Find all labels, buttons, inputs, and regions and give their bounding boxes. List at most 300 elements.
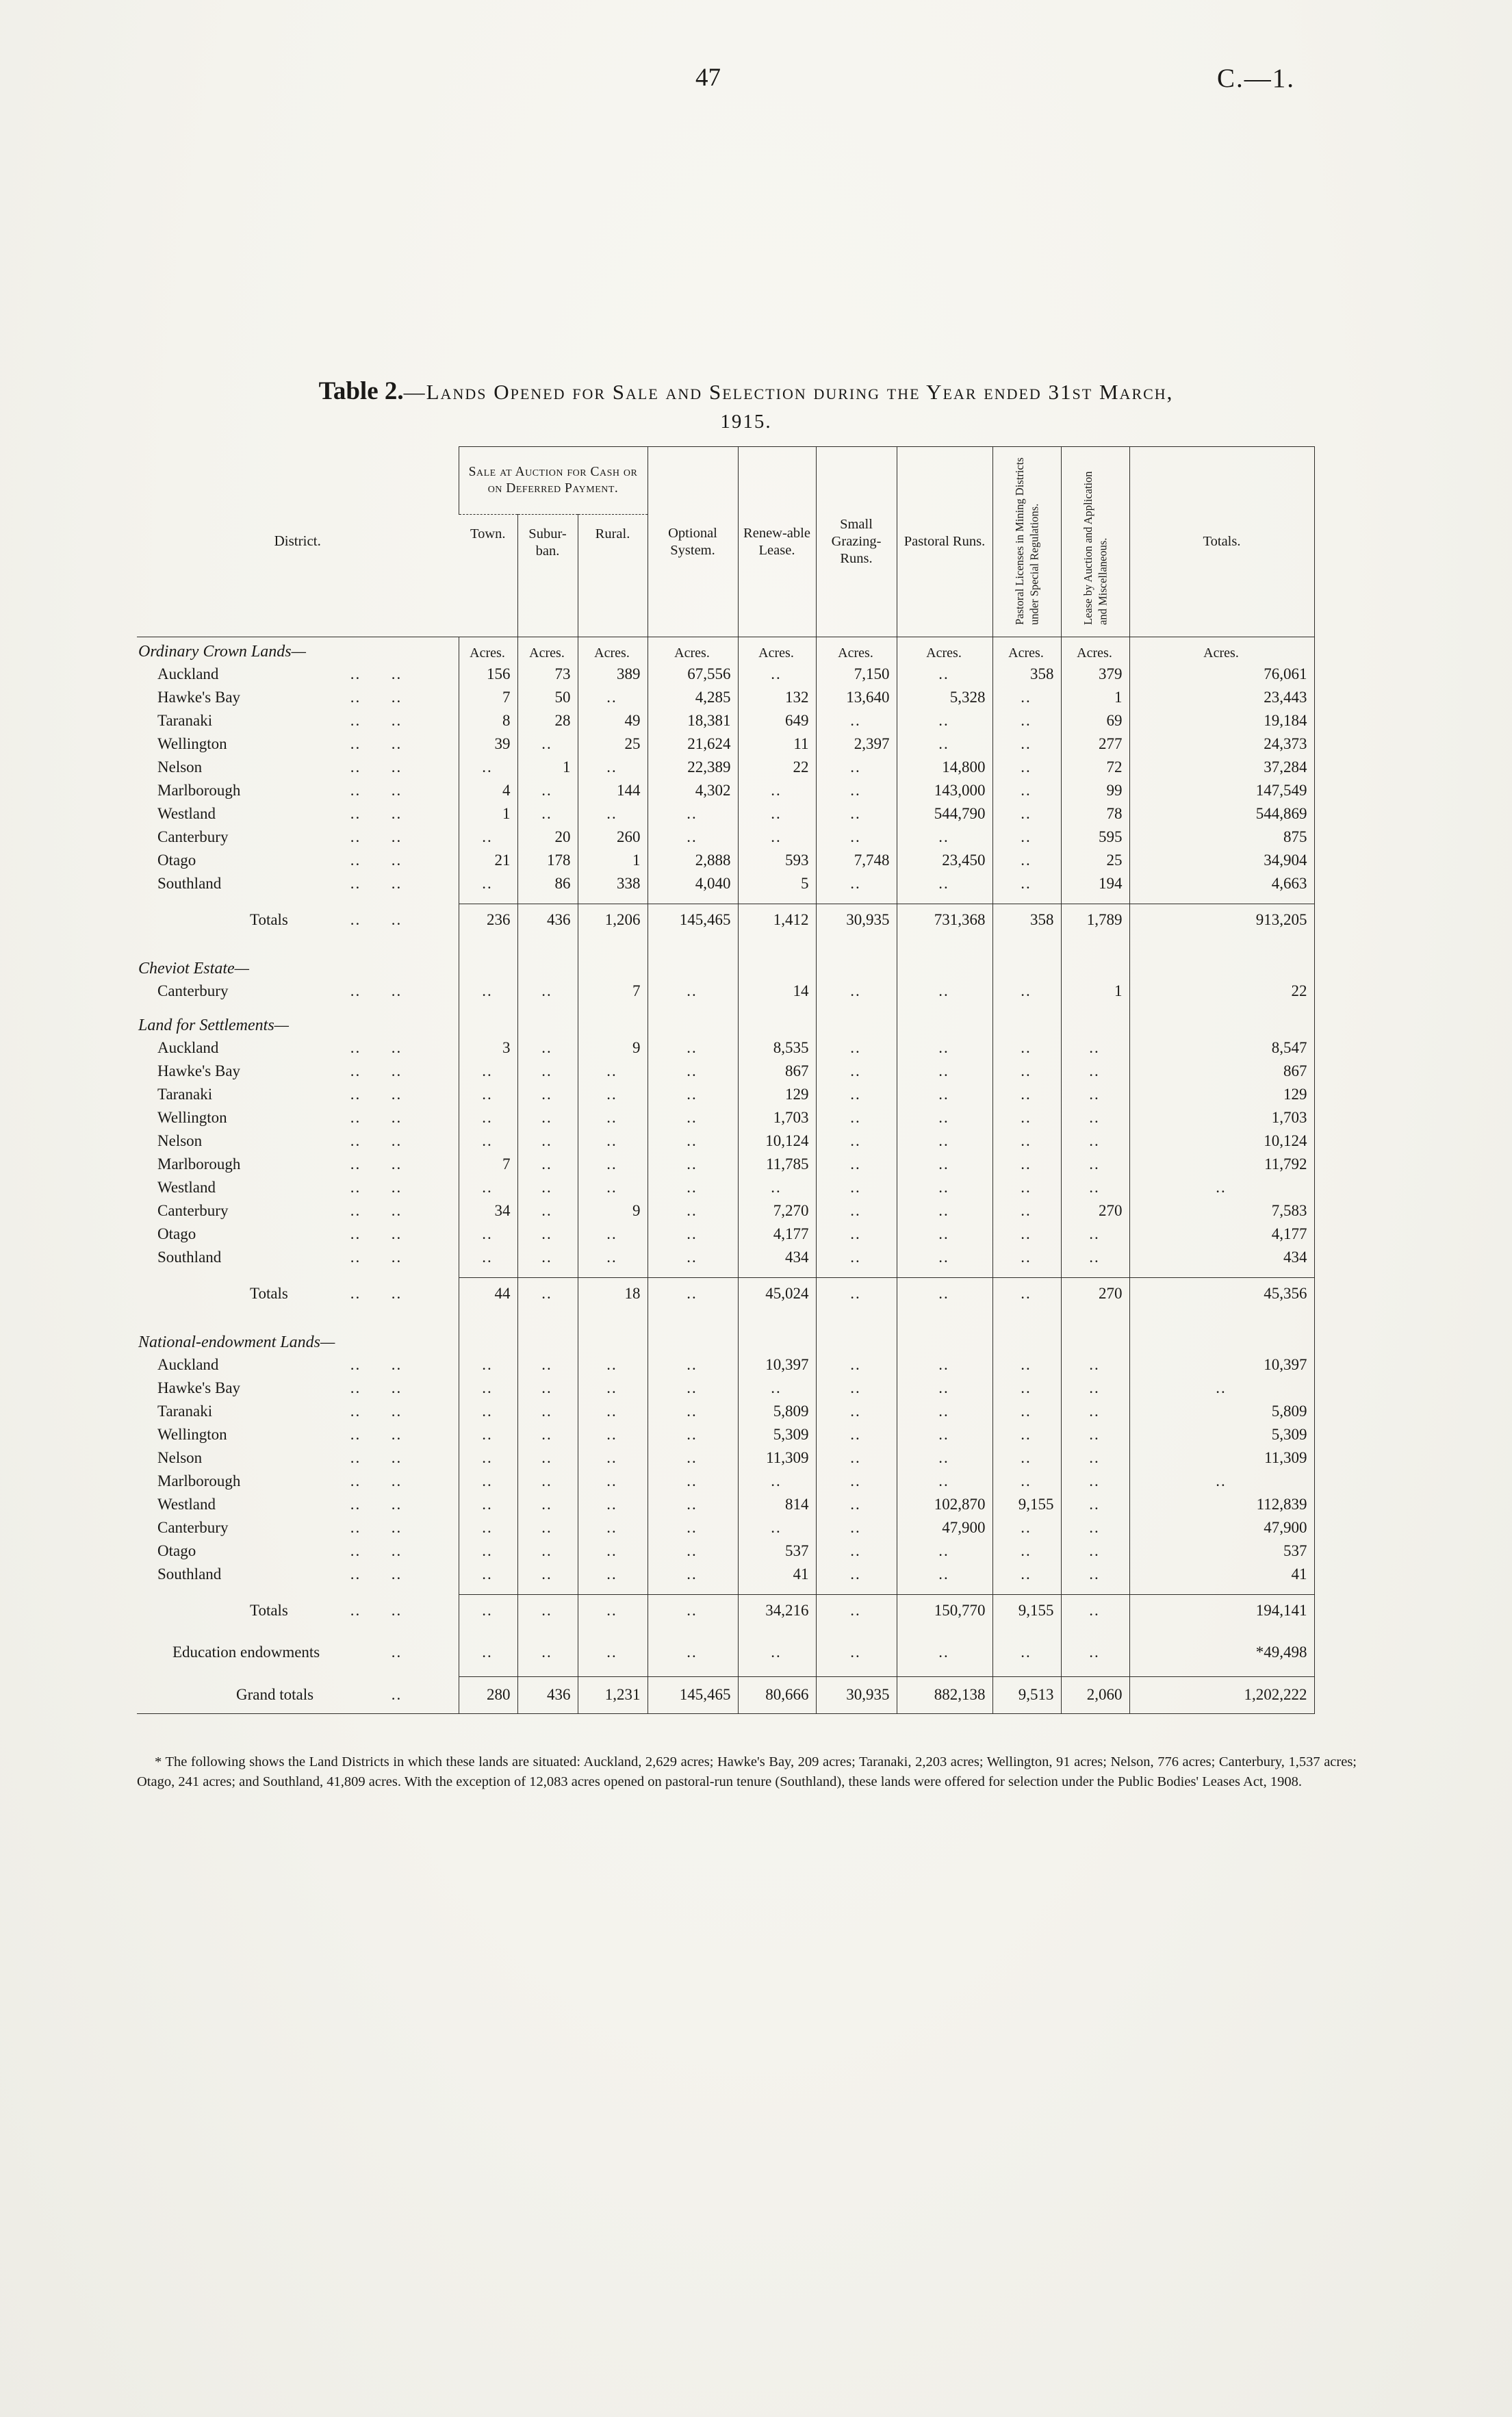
dot-leader: ..	[350, 1602, 361, 1619]
value-cell: 1,703	[1129, 1106, 1314, 1129]
spacer-cell	[816, 1586, 897, 1594]
value-cell: ..	[816, 1223, 897, 1246]
dot-leader: ..	[350, 805, 361, 822]
value-cell: ..	[816, 1353, 897, 1377]
row-label: Nelson	[157, 1132, 203, 1149]
district-name-cell	[137, 1153, 459, 1176]
value-cell: 41	[738, 1563, 816, 1586]
totals-label-cell	[137, 1277, 459, 1310]
unit-cell	[1129, 1003, 1314, 1036]
district-cell-content	[137, 1496, 459, 1513]
value-cell: 145,465	[648, 904, 738, 936]
district-name-cell	[137, 1470, 459, 1493]
district-cell-content	[137, 1225, 459, 1243]
table-row	[137, 1153, 1314, 1176]
value-cell: ..	[897, 1129, 992, 1153]
value-cell: 2,060	[1061, 1676, 1129, 1713]
spacer-cell	[578, 1586, 648, 1594]
value-cell: 7	[578, 980, 648, 1003]
value-cell: 143,000	[897, 779, 992, 802]
value-cell: ..	[897, 1223, 992, 1246]
value-cell: 8,535	[738, 1036, 816, 1060]
value-cell: ..	[648, 1594, 738, 1627]
spacer-cell	[992, 936, 1061, 946]
value-cell: ..	[816, 1060, 897, 1083]
value-cell: ..	[648, 1153, 738, 1176]
row-label: Wellington	[157, 1109, 227, 1126]
value-cell: ..	[897, 1637, 992, 1668]
value-cell: 86	[517, 872, 578, 895]
spacer-cell	[738, 1668, 816, 1676]
row-label: Wellington	[157, 1426, 227, 1443]
value-cell: 434	[738, 1246, 816, 1269]
value-cell: ..	[517, 1083, 578, 1106]
district-name-cell	[137, 1563, 459, 1586]
unit-cell	[897, 946, 992, 980]
value-cell: ..	[992, 1106, 1061, 1129]
row-label: Marlborough	[157, 1155, 241, 1173]
value-cell: ..	[992, 1129, 1061, 1153]
value-cell: 144	[578, 779, 648, 802]
value-cell: ..	[517, 1594, 578, 1627]
spacer-row	[137, 1668, 1314, 1676]
spacer-cell	[1129, 1269, 1314, 1277]
value-cell: 731,368	[897, 904, 992, 936]
value-cell: 129	[1129, 1083, 1314, 1106]
value-cell: 4,663	[1129, 872, 1314, 895]
value-cell: 30,935	[816, 904, 897, 936]
row-label: Taranaki	[157, 1086, 213, 1103]
value-cell: 9,155	[992, 1493, 1061, 1516]
header-row-1	[137, 447, 1314, 515]
value-cell: ..	[897, 980, 992, 1003]
dot-leader: ..	[391, 1179, 402, 1196]
value-cell: 537	[1129, 1539, 1314, 1563]
row-label: Hawke's Bay	[157, 1379, 241, 1396]
spacer-cell	[1129, 1668, 1314, 1676]
spacer-cell	[517, 1586, 578, 1594]
dot-leader: ..	[391, 875, 402, 892]
table-row	[137, 1353, 1314, 1377]
unit-cell	[816, 946, 897, 980]
value-cell: ..	[992, 1400, 1061, 1423]
spacer-cell	[816, 1269, 897, 1277]
value-cell: ..	[816, 1377, 897, 1400]
table-row	[137, 1199, 1314, 1223]
unit-cell	[648, 946, 738, 980]
district-cell-content	[137, 911, 459, 929]
value-cell: ..	[517, 1176, 578, 1199]
page-header	[0, 63, 1512, 107]
value-cell: 5,809	[1129, 1400, 1314, 1423]
value-cell: 11,309	[738, 1446, 816, 1470]
value-cell: 2,888	[648, 849, 738, 872]
row-label: Auckland	[157, 1356, 219, 1373]
value-cell: 7,583	[1129, 1199, 1314, 1223]
row-label: Canterbury	[157, 982, 229, 999]
spacer-cell	[578, 1668, 648, 1676]
value-cell: ..	[1061, 1176, 1129, 1199]
value-cell: ..	[816, 1516, 897, 1539]
value-cell: ..	[992, 732, 1061, 756]
value-cell: 49	[578, 709, 648, 732]
district-cell-content	[137, 1086, 459, 1103]
education-endowments-row	[137, 1637, 1314, 1668]
dot-leader: ..	[350, 1449, 361, 1466]
dot-leader: ..	[391, 1155, 402, 1173]
value-cell: ..	[897, 1199, 992, 1223]
dot-leader: ..	[350, 1285, 361, 1302]
district-cell-content	[137, 758, 459, 776]
value-cell: 1,202,222	[1129, 1676, 1314, 1713]
district-cell-content	[137, 875, 459, 893]
value-cell: 10,124	[738, 1129, 816, 1153]
value-cell: ..	[459, 1539, 517, 1563]
value-cell: ..	[897, 709, 992, 732]
value-cell: ..	[517, 1563, 578, 1586]
section-totals-row	[137, 904, 1314, 936]
value-cell: ..	[578, 1539, 648, 1563]
dot-leader: ..	[350, 1403, 361, 1420]
spacer-cell	[816, 1310, 897, 1320]
table-row	[137, 1516, 1314, 1539]
value-cell: ..	[648, 980, 738, 1003]
value-cell: ..	[517, 1539, 578, 1563]
value-cell: ..	[992, 980, 1061, 1003]
value-cell: ..	[459, 1400, 517, 1423]
value-cell: 14	[738, 980, 816, 1003]
dot-leader: ..	[350, 1109, 361, 1126]
value-cell: 18	[578, 1277, 648, 1310]
row-label: Nelson	[157, 1449, 203, 1466]
row-label: Hawke's Bay	[157, 689, 241, 706]
value-cell: 13,640	[816, 686, 897, 709]
unit-cell: Acres.	[897, 637, 992, 663]
value-cell: ..	[897, 1106, 992, 1129]
spacer-cell	[992, 1310, 1061, 1320]
col-header-district: District.	[274, 533, 321, 550]
district-name-cell	[137, 1423, 459, 1446]
spacer-row	[137, 1586, 1314, 1594]
unit-cell: Acres.	[738, 637, 816, 663]
district-name-cell	[137, 802, 459, 826]
district-cell-content	[137, 1602, 459, 1620]
value-cell: ..	[578, 1516, 648, 1539]
district-name-cell	[137, 1036, 459, 1060]
table-row	[137, 1423, 1314, 1446]
spacer-cell	[517, 895, 578, 904]
value-cell: ..	[816, 1036, 897, 1060]
value-cell: ..	[816, 1470, 897, 1493]
spacer-cell	[459, 1627, 517, 1637]
value-cell: ..	[897, 1353, 992, 1377]
value-cell: 4	[459, 779, 517, 802]
value-cell: ..	[897, 1563, 992, 1586]
value-cell: ..	[517, 1036, 578, 1060]
spacer-cell	[992, 1269, 1061, 1277]
value-cell: 1,789	[1061, 904, 1129, 936]
dot-leader: ..	[391, 1685, 402, 1703]
value-cell: 69	[1061, 709, 1129, 732]
value-cell: 25	[1061, 849, 1129, 872]
unit-cell	[992, 946, 1061, 980]
value-cell: 150,770	[897, 1594, 992, 1627]
table-row	[137, 709, 1314, 732]
spacer-cell	[517, 1269, 578, 1277]
value-cell: 37,284	[1129, 756, 1314, 779]
value-cell: ..	[992, 1470, 1061, 1493]
row-label: Westland	[157, 1496, 216, 1513]
value-cell: ..	[992, 756, 1061, 779]
district-name-cell	[137, 779, 459, 802]
dot-leader: ..	[350, 758, 361, 776]
value-cell: ..	[517, 1423, 578, 1446]
footnote	[137, 1752, 1357, 1791]
value-cell: 5,309	[1129, 1423, 1314, 1446]
value-cell: ..	[648, 1423, 738, 1446]
value-cell: ..	[992, 1199, 1061, 1223]
row-label: Hawke's Bay	[157, 1062, 241, 1079]
table-row	[137, 1377, 1314, 1400]
value-cell: ..	[578, 1153, 648, 1176]
district-cell-content	[137, 852, 459, 869]
table-row	[137, 1036, 1314, 1060]
section-name: National-endowment Lands—	[138, 1333, 335, 1351]
value-cell: ..	[738, 1377, 816, 1400]
value-cell: 34	[459, 1199, 517, 1223]
value-cell: ..	[459, 1060, 517, 1083]
education-endowments-label-cell	[137, 1637, 459, 1668]
spacer-cell	[816, 1627, 897, 1637]
row-label: Southland	[157, 1565, 222, 1583]
value-cell: ..	[738, 1516, 816, 1539]
district-name-cell	[137, 686, 459, 709]
row-label: Otago	[157, 1542, 196, 1559]
footnote-text: * The following shows the Land Districts in which these lands are situated: Auckland, 2,629 acres; Hawke's Bay, 209 acres; Taranaki, 2,203 acres; Wellington, 91 acres; Nelson, 776 acres; Canterbury, 1,537 acres; Otago, 241 acres; and Southland, 41,809 acres. With the exception of 12,083 acres opened on pastoral-run tenure (Southland), these lands were offered for selection under the Public Bodies' Leases Act, 1908.	[137, 1754, 1357, 1789]
value-cell: ..	[1061, 1153, 1129, 1176]
value-cell: ..	[992, 1377, 1061, 1400]
value-cell: 338	[578, 872, 648, 895]
dot-leader: ..	[350, 1565, 361, 1583]
value-cell: ..	[816, 872, 897, 895]
value-cell: ..	[816, 1400, 897, 1423]
value-cell: 11,792	[1129, 1153, 1314, 1176]
spacer-cell	[578, 1269, 648, 1277]
value-cell: 41	[1129, 1563, 1314, 1586]
dot-leader: ..	[391, 1356, 402, 1373]
district-cell-content	[137, 735, 459, 753]
dot-leader: ..	[350, 1155, 361, 1173]
value-cell: ..	[648, 1539, 738, 1563]
spacer-cell	[459, 895, 517, 904]
table-header	[137, 447, 1314, 637]
unit-cell	[816, 1320, 897, 1353]
value-cell: ..	[1061, 1539, 1129, 1563]
table-row	[137, 1060, 1314, 1083]
value-cell: 260	[578, 826, 648, 849]
table-row	[137, 1470, 1314, 1493]
table-row	[137, 802, 1314, 826]
value-cell: ..	[897, 1176, 992, 1199]
value-cell: 11,309	[1129, 1446, 1314, 1470]
table-row	[137, 1106, 1314, 1129]
value-cell: ..	[738, 663, 816, 686]
spacer-cell	[459, 1586, 517, 1594]
dot-leader: ..	[391, 1602, 402, 1619]
value-cell: ..	[517, 1493, 578, 1516]
dot-leader: ..	[391, 665, 402, 682]
district-cell-content	[137, 1472, 459, 1490]
value-cell: 50	[517, 686, 578, 709]
value-cell: ..	[816, 709, 897, 732]
district-cell-content	[137, 1565, 459, 1583]
col-header-town: Town.	[470, 526, 506, 542]
value-cell: ..	[517, 1377, 578, 1400]
value-cell: ..	[897, 1277, 992, 1310]
dot-leader: ..	[391, 1472, 402, 1489]
value-cell: 544,790	[897, 802, 992, 826]
unit-cell	[992, 1320, 1061, 1353]
value-cell: ..	[578, 1423, 648, 1446]
value-cell: ..	[992, 1176, 1061, 1199]
value-cell: ..	[648, 802, 738, 826]
spacer-cell	[517, 1627, 578, 1637]
district-cell-content	[137, 1356, 459, 1374]
row-label: Totals	[250, 1285, 288, 1302]
value-cell: 22,389	[648, 756, 738, 779]
spacer-cell	[517, 1310, 578, 1320]
value-cell: ..	[1061, 1446, 1129, 1470]
unit-cell	[648, 1320, 738, 1353]
value-cell: 4,285	[648, 686, 738, 709]
section-totals-row	[137, 1594, 1314, 1627]
value-cell: 5,309	[738, 1423, 816, 1446]
dot-leader: ..	[350, 735, 361, 752]
spacer-cell	[1061, 1310, 1129, 1320]
district-cell-content	[137, 1542, 459, 1560]
district-cell-content	[137, 689, 459, 706]
value-cell: ..	[1061, 1470, 1129, 1493]
spacer-cell	[459, 1269, 517, 1277]
spacer-cell	[648, 1586, 738, 1594]
value-cell: ..	[816, 1277, 897, 1310]
value-cell: ..	[648, 1637, 738, 1668]
value-cell: ..	[459, 1594, 517, 1627]
row-label: Wellington	[157, 735, 227, 752]
dot-leader: ..	[350, 1039, 361, 1056]
value-cell: ..	[459, 1493, 517, 1516]
dot-leader: ..	[391, 805, 402, 822]
table-row	[137, 686, 1314, 709]
value-cell: ..	[517, 1470, 578, 1493]
value-cell: ..	[816, 1083, 897, 1106]
value-cell: 47,900	[897, 1516, 992, 1539]
value-cell: ..	[738, 1470, 816, 1493]
value-cell: 814	[738, 1493, 816, 1516]
district-name-cell	[137, 756, 459, 779]
dot-leader: ..	[391, 852, 402, 869]
value-cell: 867	[1129, 1060, 1314, 1083]
dot-leader: ..	[350, 782, 361, 799]
value-cell: ..	[1129, 1176, 1314, 1199]
value-cell: ..	[459, 1446, 517, 1470]
spacer-cell	[137, 1586, 459, 1594]
spacer-cell	[738, 895, 816, 904]
value-cell: ..	[517, 1400, 578, 1423]
spacer-cell	[648, 895, 738, 904]
value-cell: ..	[738, 1176, 816, 1199]
col-header-rural: Rural.	[578, 515, 648, 637]
value-cell: 73	[517, 663, 578, 686]
value-cell: ..	[992, 849, 1061, 872]
value-cell: ..	[578, 1129, 648, 1153]
value-cell: ..	[517, 980, 578, 1003]
value-cell: 23,450	[897, 849, 992, 872]
row-label: Nelson	[157, 758, 203, 776]
spacer-cell	[738, 1627, 816, 1637]
district-cell-content	[137, 1062, 459, 1080]
value-cell: ..	[459, 826, 517, 849]
district-cell-content	[137, 1285, 459, 1303]
spacer-cell	[816, 936, 897, 946]
spacer-cell	[897, 1586, 992, 1594]
unit-cell	[992, 1003, 1061, 1036]
district-name-cell	[137, 1106, 459, 1129]
value-cell: ..	[1061, 1594, 1129, 1627]
spacer-cell	[578, 1310, 648, 1320]
value-cell: ..	[459, 1423, 517, 1446]
value-cell: ..	[738, 779, 816, 802]
dot-leader: ..	[350, 712, 361, 729]
table-title-year: 1915.	[720, 411, 772, 433]
district-name-cell	[137, 1199, 459, 1223]
value-cell: 1	[1061, 686, 1129, 709]
unit-cell	[517, 1320, 578, 1353]
spacer-row	[137, 1627, 1314, 1637]
value-cell: 270	[1061, 1277, 1129, 1310]
dot-leader: ..	[391, 1426, 402, 1443]
district-cell-content	[137, 1202, 459, 1220]
value-cell: ..	[897, 1446, 992, 1470]
section-header-row	[137, 637, 1314, 663]
spacer-cell	[1129, 1627, 1314, 1637]
value-cell: ..	[578, 1176, 648, 1199]
value-cell: 1,703	[738, 1106, 816, 1129]
value-cell: ..	[992, 1516, 1061, 1539]
spacer-row	[137, 895, 1314, 904]
pastoral-licenses-label: Pastoral Licenses in Mining Districts under Special Regulations.	[1012, 457, 1040, 625]
dot-leader: ..	[350, 1225, 361, 1242]
value-cell: 867	[738, 1060, 816, 1083]
table-row	[137, 1129, 1314, 1153]
district-name-cell	[137, 1400, 459, 1423]
unit-cell	[1129, 946, 1314, 980]
unit-cell	[897, 1003, 992, 1036]
table-body	[137, 637, 1314, 1714]
value-cell: ..	[648, 1060, 738, 1083]
value-cell: ..	[578, 802, 648, 826]
unit-cell	[1061, 1320, 1129, 1353]
value-cell: ..	[648, 1400, 738, 1423]
dot-leader: ..	[350, 1519, 361, 1536]
unit-cell	[738, 1003, 816, 1036]
value-cell: ..	[459, 1106, 517, 1129]
value-cell: 19,184	[1129, 709, 1314, 732]
value-cell: 5,809	[738, 1400, 816, 1423]
dot-leader: ..	[391, 1542, 402, 1559]
table-row	[137, 1446, 1314, 1470]
value-cell: ..	[816, 1129, 897, 1153]
